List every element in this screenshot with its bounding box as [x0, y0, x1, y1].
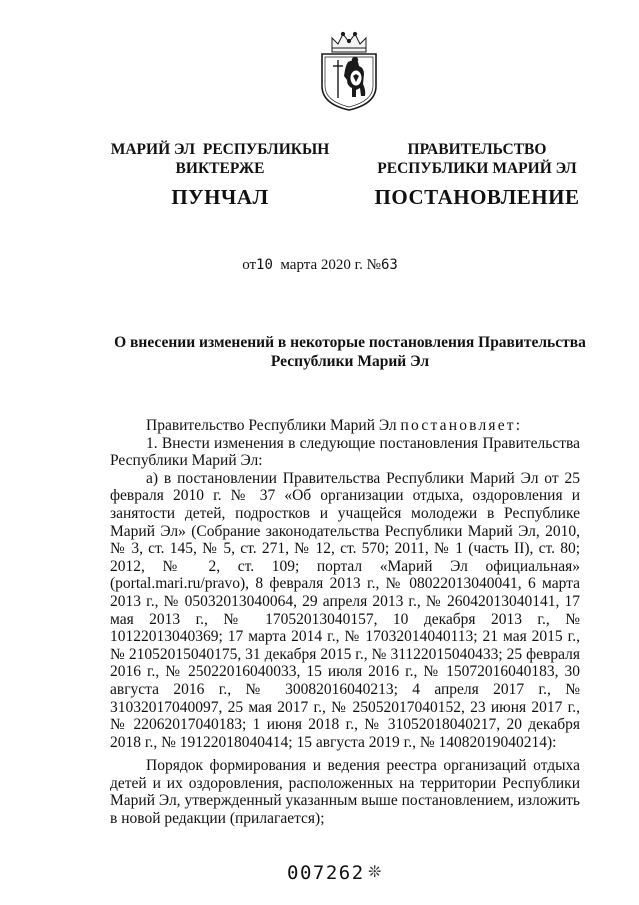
- paragraph-2: 1. Внести изменения в следующие постановления Правительства Республики Марий Эл:: [110, 434, 580, 470]
- date-line: [110, 257, 530, 274]
- document-title: [60, 333, 639, 371]
- header-right: [352, 140, 602, 178]
- footer-mark-icon: ❊: [368, 864, 382, 881]
- crown-icon: [332, 32, 366, 52]
- document-body: [110, 417, 580, 828]
- header-right-line1: ПРАВИТЕЛЬСТВО: [407, 141, 547, 158]
- paragraph-3: а) в постановлении Правительства Республики Марий Эл от 25 февраля 2010 г. № 37 «Об организации отдыха, оздоровления и занятости детей, подростков и учащейся молодежи в Республике Марий Эл» (Собрание законодательства Республики Марий Эл, 2010, № 3, ст. 145, № 5, ст. 271, № 12, ст. 570; 2011, № 1 (часть II), ст. 80; 2012, № 2, ст. 109; портал «Марий Эл официальная» (portal.mari.ru/pravo), 8 февраля 2013 г., № 08022013040041, 6 марта 2013 г., № 05032013040064, 29 апреля 2013 г., № 26042013040141, 17 мая 2013 г., № 17052013040157, 10 декабря 2013 г., № 10122013040369; 17 марта 2014 г., № 17032014040113; 21 мая 2015 г., № 21052015040175, 31 декабря 2015 г., № 31122015040433; 25 февраля 2016 г., № 25022016040033, 15 июля 2016 г., № 15072016040183, 30 августа 2016 г., № 30082016040213; 4 апреля 2017 г., № 31032017040097, 25 мая 2017 г., № 25052017040152, 23 июня 2017 г., № 22062017040183; 1 июня 2018 г., № 31052018040217, 20 декабря 2018 г., № 19122018040414; 15 августа 2019 г., № 14082019040214):: [110, 469, 580, 751]
- paragraph-4: Порядок формирования и ведения реестра организаций отдыха детей и их оздоровления, расположенных на территории Республики Марий Эл, утвержденный указанным выше постановлением, изложить в новой редакции (прилагается);: [110, 757, 580, 828]
- date-month-year: марта 2020 г. №: [272, 257, 381, 273]
- coat-of-arms-icon: [318, 30, 380, 112]
- paragraph-1-text: Правительство Республики Марий Эл: [146, 417, 401, 434]
- header-left-line2: ВИКТЕРЖЕ: [175, 160, 265, 177]
- header-left-line1: МАРИЙ ЭЛ РЕСПУБЛИКЫН: [110, 141, 330, 158]
- date-day: 10: [256, 257, 273, 273]
- date-prefix: от: [242, 257, 257, 273]
- doc-number: 63: [380, 257, 398, 273]
- paragraph-1-spaced: постановляет:: [400, 417, 523, 434]
- doctype-left: ПУНЧАЛ: [171, 185, 269, 209]
- doctype-right: ПОСТАНОВЛЕНИЕ: [374, 185, 580, 209]
- serial-number: 007262: [287, 862, 365, 884]
- title-line1: О внесении изменений в некоторые постановления Правительства: [114, 334, 586, 351]
- title-line2: Республики Марий Эл: [270, 353, 430, 370]
- header-right-line2: РЕСПУБЛИКИ МАРИЙ ЭЛ: [377, 160, 577, 177]
- paragraph-1: [110, 417, 580, 435]
- header-left: [100, 140, 340, 178]
